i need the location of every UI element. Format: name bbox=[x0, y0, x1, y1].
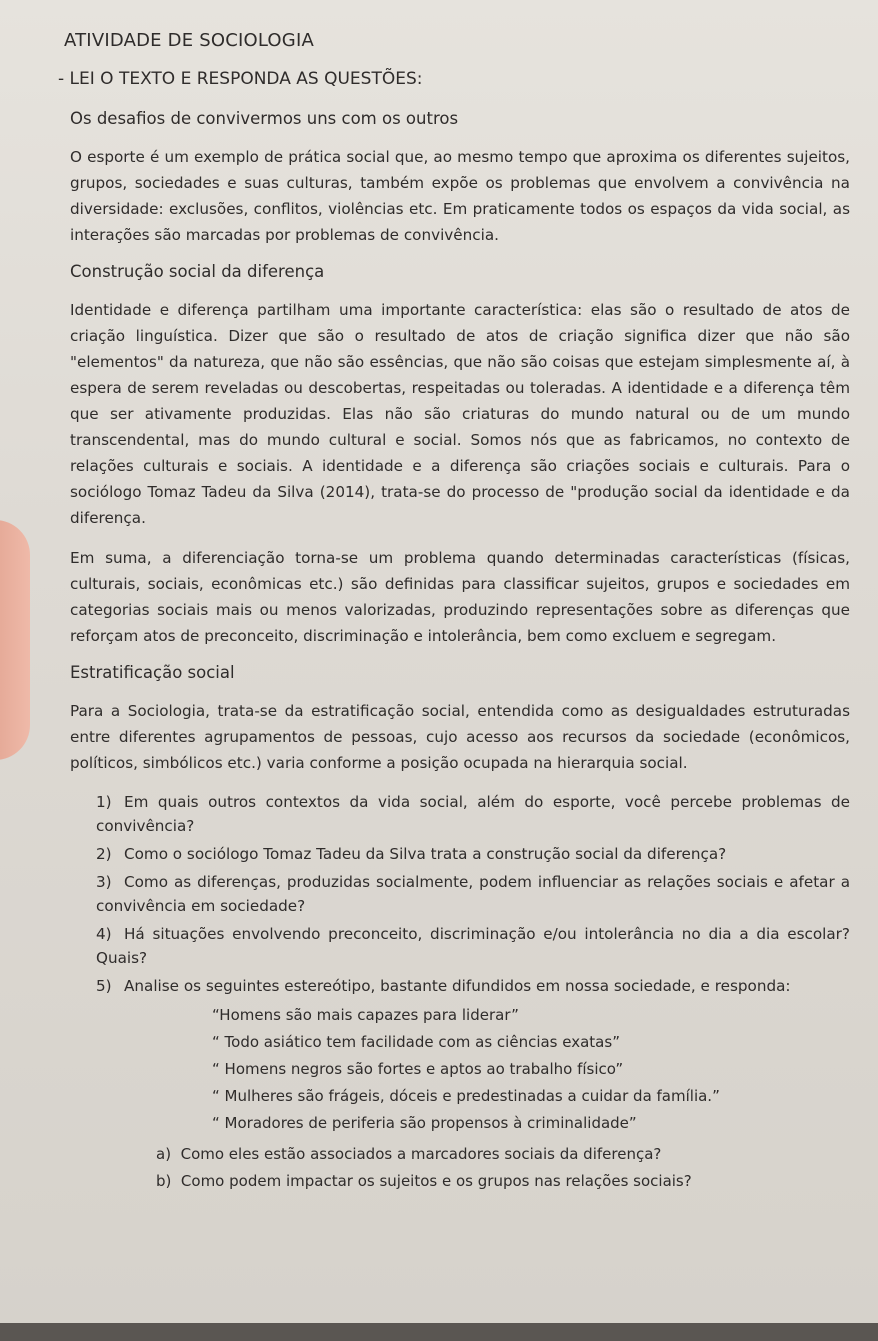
paragraph-em-suma: Em suma, a diferenciação torna-se um problema quando determinadas características (físicas, culturais, sociais, econômicas etc.) são definidas para classificar sujeitos, grupos e sociedades em categorias sociais mais ou menos valorizadas, produzindo representações sobre as diferenças que reforçam atos de preconceito, discriminação e intolerância, bem como excluem e segregam. bbox=[70, 549, 850, 645]
sub-question-b bbox=[156, 1168, 850, 1195]
sub-question-label: b) bbox=[156, 1172, 172, 1190]
sub-question-list bbox=[156, 1141, 850, 1195]
stereotype-quote: “ Homens negros são fortes e aptos ao trabalho físico” bbox=[212, 1060, 624, 1078]
sub-question-text: Como podem impactar os sujeitos e os grupos nas relações sociais? bbox=[180, 1172, 692, 1190]
document-title: ATIVIDADE DE SOCIOLOGIA bbox=[64, 30, 314, 51]
finger-edge bbox=[0, 520, 30, 760]
stereotype-quote: “ Mulheres são frágeis, dóceis e predestinadas a cuidar da família.” bbox=[212, 1087, 720, 1105]
question-number: 3) bbox=[96, 873, 112, 891]
question-list bbox=[96, 790, 850, 998]
paragraph-identidade: Identidade e diferença partilham uma importante característica: elas são o resultado de atos de criação linguística. Dizer que são o resultado de atos de criação significa dizer que não são "elementos" da natureza, que não são essências, que não são coisas que estejam simplesmente aí, à espera de serem reveladas ou descobertas, respeitadas ou toleradas. A identidade e a diferença têm que ser ativamente produzidas. Elas não são criaturas do mundo natural ou de um mundo transcendental, mas do mundo cultural e social. Somos nós que as fabricamos, no contexto de relações culturais e sociais. A identidade e a diferença são criações sociais e culturais. Para o sociólogo Tomaz Tadeu da Silva (2014), trata-se do processo de "produção social da identidade e da diferença. bbox=[70, 301, 850, 527]
bottom-shadow bbox=[0, 1323, 878, 1341]
question-text: Como o sociólogo Tomaz Tadeu da Silva trata a construção social da diferença? bbox=[124, 845, 727, 863]
stereotype-quote: “Homens são mais capazes para liderar” bbox=[212, 1006, 519, 1024]
document-content bbox=[60, 24, 850, 1195]
sub-question-text: Como eles estão associados a marcadores sociais da diferença? bbox=[180, 1145, 662, 1163]
question-item bbox=[96, 922, 850, 970]
question-text: Como as diferenças, produzidas socialmente, podem influenciar as relações sociais e afetar a convivência em sociedade? bbox=[96, 873, 850, 915]
section-heading-desafios: Os desafios de convivermos uns com os outros bbox=[70, 109, 459, 128]
question-item bbox=[96, 870, 850, 918]
question-number: 1) bbox=[96, 793, 112, 811]
question-text: Analise os seguintes estereótipo, bastante difundidos em nossa sociedade, e responda: bbox=[124, 977, 791, 995]
paragraph-estratificacao: Para a Sociologia, trata-se da estratificação social, entendida como as desigualdades estruturadas entre diferentes agrupamentos de pessoas, cujo acesso aos recursos da sociedade (econômicos, políticos, simbólicos etc.) varia conforme a posição ocupada na hierarquia social. bbox=[70, 702, 850, 772]
question-item bbox=[96, 974, 850, 998]
paragraph-esporte: O esporte é um exemplo de prática social que, ao mesmo tempo que aproxima os diferentes sujeitos, grupos, sociedades e suas culturas, também expõe os problemas que envolvem a convivência na diversidade: exclusões, conflitos, violências etc. Em praticamente todos os espaços da vida social, as interações são marcadas por problemas de convivência. bbox=[70, 148, 850, 244]
question-number: 2) bbox=[96, 845, 112, 863]
instruction: - LEI O TEXTO E RESPONDA AS QUESTÕES: bbox=[58, 69, 423, 89]
question-item bbox=[96, 790, 850, 838]
section-heading-estratificacao: Estratificação social bbox=[70, 663, 235, 682]
section-heading-construcao: Construção social da diferença bbox=[70, 262, 325, 281]
sub-question-a bbox=[156, 1141, 850, 1168]
question-number: 4) bbox=[96, 925, 112, 943]
stereotype-list bbox=[212, 1002, 850, 1137]
sub-question-label: a) bbox=[156, 1145, 172, 1163]
stereotype-quote: “ Todo asiático tem facilidade com as ciências exatas” bbox=[212, 1033, 620, 1051]
question-number: 5) bbox=[96, 977, 112, 995]
stereotype-quote: “ Moradores de periferia são propensos à criminalidade” bbox=[212, 1114, 637, 1132]
question-text: Há situações envolvendo preconceito, discriminação e/ou intolerância no dia a dia escolar? Quais? bbox=[96, 925, 850, 967]
question-item bbox=[96, 842, 850, 866]
question-text: Em quais outros contextos da vida social, além do esporte, você percebe problemas de convivência? bbox=[96, 793, 850, 835]
